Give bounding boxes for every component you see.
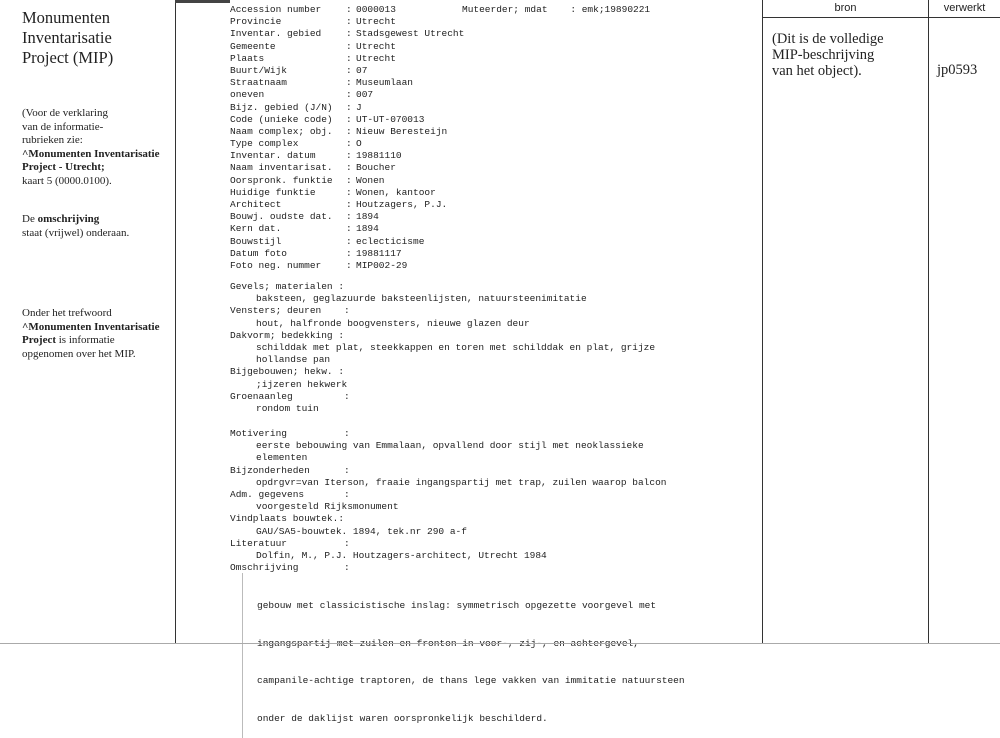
section-heading: Dakvorm; bedekking : xyxy=(230,329,345,341)
section xyxy=(230,391,655,415)
section-value: rondom tuin xyxy=(256,402,319,414)
field-label: Provincie xyxy=(230,16,282,28)
section-heading: Omschrijving : xyxy=(230,562,350,574)
section-heading: Vindplaats bouwtek.: xyxy=(230,513,345,525)
section-heading: Groenaanleg : xyxy=(230,390,350,402)
field-row xyxy=(230,65,464,77)
field-label: Code (unieke code) xyxy=(230,113,333,125)
field-separator: : xyxy=(346,40,352,52)
field-row xyxy=(230,236,464,248)
field-label: Datum foto xyxy=(230,247,288,259)
field-row xyxy=(230,28,464,40)
title-line: Project (MIP) xyxy=(22,48,114,67)
field-row xyxy=(230,138,464,150)
note-line xyxy=(22,148,159,162)
field-value: 0000013 xyxy=(356,4,396,15)
section xyxy=(230,538,666,562)
field-separator: : xyxy=(346,174,352,186)
field-row xyxy=(230,16,464,28)
field-separator: : xyxy=(346,235,352,247)
field-label: Architect xyxy=(230,199,282,210)
field-list xyxy=(230,4,464,272)
mutator-field: Muteerder; mdat : emk;19890221 xyxy=(462,4,651,15)
left-divider xyxy=(175,0,176,643)
omschrijving-line: campanile-achtige traptoren, de thans lege vakken van immitatie natuursteen xyxy=(257,675,685,686)
title-line: Inventarisatie xyxy=(22,28,112,47)
field-value: Utrecht xyxy=(356,16,396,28)
field-value: 19881117 xyxy=(356,247,402,259)
field-label: Accession number xyxy=(230,4,322,15)
field-value: Museumlaan xyxy=(356,77,414,89)
field-value: MIP002-29 xyxy=(356,259,408,271)
section-heading: Adm. gegevens : xyxy=(230,488,350,500)
field-separator: : xyxy=(346,28,352,40)
field-row xyxy=(230,4,464,16)
field-value: 007 xyxy=(356,89,374,101)
section-value: elementen xyxy=(256,452,308,464)
keyword-note xyxy=(22,307,159,361)
field-row xyxy=(230,89,464,101)
note-emphasis: omschrijving xyxy=(37,213,100,225)
section xyxy=(230,428,666,465)
field-label: Bijz. gebied (J/N) xyxy=(230,101,333,113)
field-value: 07 xyxy=(356,64,368,76)
verwerkt-header: verwerkt xyxy=(929,0,1000,18)
panel-title xyxy=(22,8,113,68)
field-value: Utrecht xyxy=(356,40,396,52)
bron-header: bron xyxy=(763,0,928,18)
field-label: Oorspronk. funktie xyxy=(230,174,333,186)
section-value: hollandse pan xyxy=(256,354,331,366)
field-row xyxy=(230,150,464,162)
note-text: is informatie xyxy=(56,334,115,346)
section-heading: Gevels; materialen : xyxy=(230,281,345,292)
note-line: opgenomen over het MIP. xyxy=(22,347,136,360)
reference-link[interactable]: ^Monumenten Inventarisatie xyxy=(22,147,160,160)
field-label: Buurt/Wijk xyxy=(230,64,288,76)
field-separator: : xyxy=(346,138,352,150)
bron-text xyxy=(772,31,884,79)
section-group-2 xyxy=(230,428,666,574)
field-row xyxy=(230,260,464,272)
field-separator: : xyxy=(346,223,352,235)
field-value: Wonen, kantoor xyxy=(356,186,436,198)
field-label: Straatnaam xyxy=(230,77,288,89)
bottom-rule xyxy=(0,643,1000,644)
note-text: De xyxy=(22,213,38,225)
field-separator: : xyxy=(346,125,352,137)
omschrijving-text xyxy=(242,573,685,738)
field-separator: : xyxy=(346,52,352,64)
section-heading: Motivering : xyxy=(230,428,350,439)
field-label: Kern dat. xyxy=(230,223,282,235)
field-separator: : xyxy=(346,211,352,223)
note-line: staat (vrijwel) onderaan. xyxy=(22,226,130,239)
field-separator: : xyxy=(346,77,352,89)
bron-line: (Dit is de volledige xyxy=(772,31,884,47)
section-value: ;ijzeren hekwerk xyxy=(256,378,348,390)
field-row xyxy=(230,77,464,89)
section-heading: Vensters; deuren : xyxy=(230,305,350,317)
section-value: voorgesteld Rijksmonument xyxy=(256,501,399,513)
section xyxy=(230,281,655,305)
title-line: Monumenten xyxy=(22,8,110,27)
field-label: Bouwj. oudste dat. xyxy=(230,211,333,223)
section-value: hout, halfronde boogvensters, nieuwe glazen deur xyxy=(256,317,530,329)
field-label: Type complex xyxy=(230,138,299,150)
section-heading: Bijgebouwen; hekw. : xyxy=(230,366,345,378)
field-label: Huidige funktie xyxy=(230,186,316,198)
section xyxy=(230,513,666,537)
field-label: Foto neg. nummer xyxy=(230,259,322,271)
bron-divider xyxy=(762,0,763,643)
field-row xyxy=(230,187,464,199)
field-value: O xyxy=(356,138,362,150)
note-line: (Voor de verklaring xyxy=(22,107,108,119)
info-note xyxy=(22,107,159,188)
section-value: opdrgvr=van Iterson, fraaie ingangspartij met trap, zuilen waarop balcon xyxy=(256,476,667,488)
field-value: Wonen xyxy=(356,174,385,186)
field-row xyxy=(230,211,464,223)
description-note xyxy=(22,213,129,240)
section-value: eerste bebouwing van Emmalaan, opvallend door stijl met neoklassieke xyxy=(256,440,644,452)
field-label: oneven xyxy=(230,89,265,101)
record-fields xyxy=(230,4,651,272)
field-separator: : xyxy=(346,199,352,210)
section xyxy=(230,366,655,390)
field-value: Nieuw Beresteijn xyxy=(356,125,448,137)
top-rule xyxy=(175,0,230,3)
field-row xyxy=(230,162,464,174)
field-row xyxy=(230,41,464,53)
field-row xyxy=(230,53,464,65)
note-line xyxy=(22,334,159,348)
omschrijving-line: onder de daklijst waren oorspronkelijk beschilderd. xyxy=(257,712,548,724)
field-label: Naam inventarisat. xyxy=(230,162,333,174)
section-group-1 xyxy=(230,281,655,415)
field-separator: : xyxy=(346,113,352,125)
note-line: van de informatie- xyxy=(22,120,104,133)
reference-link[interactable]: ^Monumenten Inventarisatie xyxy=(22,320,160,333)
field-row xyxy=(230,114,464,126)
field-value: 1894 xyxy=(356,211,379,223)
note-line: rubrieken zie: xyxy=(22,134,83,146)
field-row xyxy=(230,126,464,138)
note-line: kaart 5 (0000.0100). xyxy=(22,174,112,187)
field-value: J xyxy=(356,101,362,113)
reference-link[interactable]: Project xyxy=(22,334,56,346)
field-value: eclecticisme xyxy=(356,235,425,247)
field-row xyxy=(230,223,464,235)
bron-line: MIP-beschrijving xyxy=(772,47,875,63)
section-heading: Bijzonderheden : xyxy=(230,464,350,476)
note-line xyxy=(22,321,159,335)
field-separator: : xyxy=(346,259,352,271)
section-value: baksteen, geglazuurde baksteenlijsten, natuursteenimitatie xyxy=(256,293,587,305)
field-separator: : xyxy=(346,89,352,101)
omschrijving-line: ingangspartij met zuilen en fronton in voor-, zij-, en achtergevel, xyxy=(257,637,639,649)
field-value: Houtzagers, P.J. xyxy=(356,199,448,210)
field-value: Stadsgewest Utrecht xyxy=(356,28,465,40)
bron-line: van het object). xyxy=(772,63,862,79)
field-label: Naam complex; obj. xyxy=(230,125,333,137)
field-separator: : xyxy=(346,186,352,198)
field-separator: : xyxy=(346,16,352,28)
verwerkt-divider xyxy=(928,0,929,643)
field-value: Utrecht xyxy=(356,52,396,64)
omschrijving-line: gebouw met classicistische inslag: symmetrisch opgezette voorgevel met xyxy=(257,600,657,611)
section xyxy=(230,489,666,513)
field-separator: : xyxy=(346,64,352,76)
reference-link[interactable]: Project - Utrecht; xyxy=(22,161,105,173)
section xyxy=(230,330,655,367)
section-heading: Literatuur : xyxy=(230,537,350,549)
field-separator: : xyxy=(346,247,352,259)
section-value: schilddak met plat, steekkappen en toren met schilddak en plat, grijze xyxy=(256,341,656,353)
field-separator: : xyxy=(346,101,352,113)
field-row xyxy=(230,199,464,211)
section xyxy=(230,465,666,489)
field-separator: : xyxy=(346,150,352,162)
field-label: Plaats xyxy=(230,52,265,64)
field-row xyxy=(230,248,464,260)
section-value: Dolfin, M., P.J. Houtzagers-architect, Utrecht 1984 xyxy=(256,549,547,561)
section-value: GAU/SA5-bouwtek. 1894, tek.nr 290 a-f xyxy=(256,525,467,537)
field-value: Boucher xyxy=(356,162,396,174)
left-panel xyxy=(0,0,175,649)
field-label: Inventar. datum xyxy=(230,150,316,162)
verwerkt-code: jp0593 xyxy=(937,62,978,78)
note-line xyxy=(22,213,129,227)
field-row xyxy=(230,175,464,187)
field-row xyxy=(230,102,464,114)
field-label: Inventar. gebied xyxy=(230,28,322,40)
field-label: Bouwstijl xyxy=(230,235,282,247)
field-separator: : xyxy=(346,4,352,15)
section xyxy=(230,305,655,329)
field-separator: : xyxy=(346,162,352,174)
field-label: Gemeente xyxy=(230,40,276,52)
field-value: 1894 xyxy=(356,223,379,235)
note-line xyxy=(22,161,159,175)
field-value: 19881110 xyxy=(356,150,402,162)
field-value: UT-UT-070013 xyxy=(356,113,425,125)
note-line: Onder het trefwoord xyxy=(22,307,112,319)
